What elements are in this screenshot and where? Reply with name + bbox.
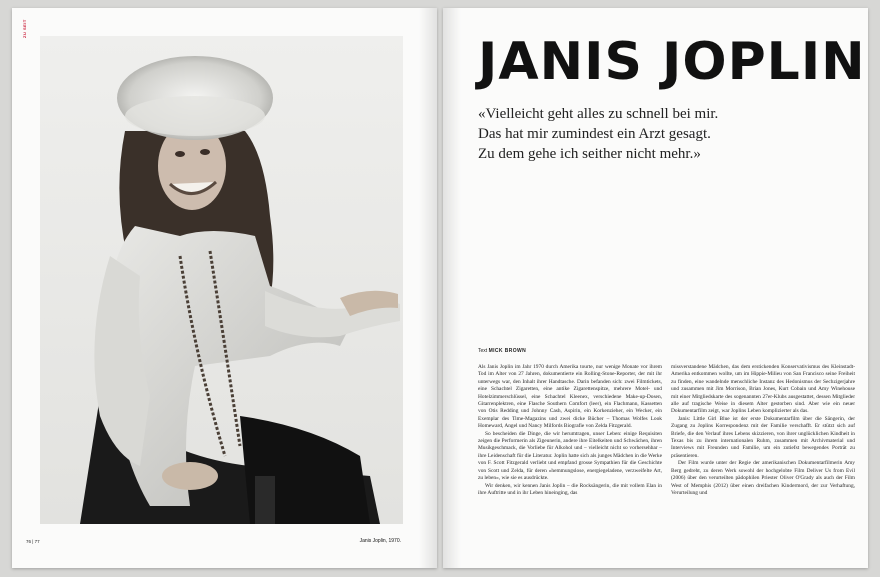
- gutter-shadow: [419, 8, 437, 568]
- left-page: [12, 8, 437, 568]
- body-column-left: [478, 364, 662, 536]
- body-paragraph: Janis: Little Girl Blue ist der erste Dokumentarfilm über die Sängerin, der Zugang zu Joplins Korrespondenz mit der Familie verschafft. Er stützt sich auf Briefe, die den Verlauf ihres Lebens skizzieren, von ihrer unglücklichen Kindheit in Texas bis zu ihrem internationalen Ruhm, zusammen mit Archivmaterial und Interviews mit Freunden und Familie, um ein zutiefst bewegendes Porträt zu präsentieren.: [671, 415, 855, 459]
- byline: [478, 348, 526, 354]
- article-title: JANIS JOPLIN: [478, 32, 866, 92]
- portrait-illustration: [40, 36, 403, 524]
- body-paragraph: Als Janis Joplin im Jahr 1970 durch Amerika tourte, nur wenige Monate vor ihrem Tod im Alter von 27 Jahren, dokumentierte ein Rolling-Stone-Reporter, der mit ihr unterwegs war, den Inhalt ihrer Handtasche. Darin befanden sich: zwei Filmtickets, eine Schachtel Zigaretten, eine antike Zigarettenspitze, mehrere Motel- und Hotelzimmerschlüssel, eine Schachtel Kleenex, verschiedene Make-up-Dosen, Gitarrenplektren, eine Flasche Southern Comfort (leer), ein Flachmann, Kassetten von Otis Redding und Johnny Cash, Aspirin, ein Korkenzieher, ein Wecker, ein Exemplar des Time-Magazins und zwei dicke Bücher – Thomas Wolfes Look Homeward, Angel und Nancy Milfords Biografie von Zelda Fitzgerald.: [478, 364, 662, 430]
- right-page: [443, 8, 868, 568]
- body-paragraph: Der Film wurde unter der Regie der amerikanischen Dokumentarfilmerin Amy Berg gedreht, zu deren Werk sowohl der hochgelobte Film Deliver Us from Evil (2006) über den verurteilten pädophilen Priester Oliver O'Grady als auch der Film West of Memphis (2012) über einen dreifachen Kindermord, der zur Verhaftung, Verurteilung und: [671, 460, 855, 496]
- portrait-photo: [40, 36, 403, 524]
- page-folio: 76 | 77: [26, 539, 40, 544]
- byline-prefix: Text: [478, 348, 488, 354]
- body-paragraph: Wir denken, wir kennen Janis Joplin – die Rocksängerin, die mit vollem Elan in ihre Auftritte und in ihr Leben hineinging, das: [478, 482, 662, 496]
- pull-quote-line: Zu dem gehe ich seither nicht mehr.»: [478, 146, 701, 162]
- body-paragraph: missverstandene Mädchen, das dem erstickenden Konservativismus des Kleinstadt-Amerika entkommen wollte, um im Hippie-Milieu von San Francisco seine Freiheit zu finden, eine wandelnde menschliche Instanz des Hedonismus der Sechzigerjahre und zusammen mit Jim Morrison, Brian Jones, Kurt Cobain und Amy Winehouse mit einer Mitgliedskarte des sogenannten 27er-Klubs ausgestattet, dessen Mitglieder alle auf tragische Weise in diesem Alter gestorben sind. Aber wie ein neuer Dokumentarfilm zeigt, war Joplins Leben komplizierter als das.: [671, 364, 855, 415]
- body-paragraph: So bescheiden die Dinge, die wir herumtragen, unser Leben: einige Requisiten zeigen die Performerin als Zigeunerin, andere ihre Eitelkeiten und Schwächen, ihren Musikgeschmack, die Vorliebe für Alkohol und – vielleicht nicht so vorhersehbar – ihre Leidenschaft für die Literatur. Joplin hatte sich als junges Mädchen in die Werke von F. Scott Fitzgerald verliebt und empfand grosse Sympathien für die Geschichte von Scott und Zelda, für deren «hemmungslose, energiegeladene, verzweifelte Art, zu leben», wie sie es ausdrückte.: [478, 430, 662, 482]
- photo-caption: Janis Joplin, 1970.: [359, 538, 401, 544]
- pull-quote-line: Das hat mir zumindest ein Arzt gesagt.: [478, 126, 711, 142]
- pull-quote: [478, 104, 858, 164]
- body-column-right: [671, 364, 855, 536]
- byline-author: MICK BROWN: [488, 348, 527, 354]
- gutter-shadow: [443, 8, 461, 568]
- section-tag: ZU SEIT: [22, 19, 27, 38]
- pull-quote-line: «Vielleicht geht alles zu schnell bei mir.: [478, 106, 719, 122]
